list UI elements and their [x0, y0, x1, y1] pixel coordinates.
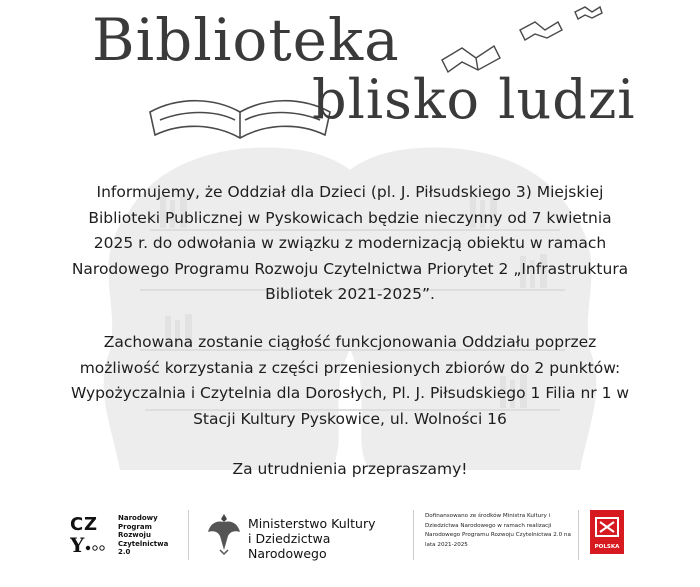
nprc-logo-icon	[70, 512, 112, 556]
svg-text:C: C	[70, 514, 84, 535]
notice-paragraph-1: Informujemy, że Oddział dla Dzieci (pl. J. Piłsudskiego 3) Miejskiej Biblioteki Publicznej w Pyskowicach będzie nieczynny od 7 kwietnia 2025 r. do odwołania w związku z modernizacją obiektu w ramach Narodowego Programu Rozwoju Czytelnictwa Priorytet 2 „Infrastruktura Bibliotek 2021-2025”.	[71, 183, 629, 303]
closing-text: Za utrudnienia przepraszamy!	[232, 460, 468, 478]
polska-logo-icon	[590, 510, 624, 554]
divider	[413, 510, 414, 560]
ministry-line-1: Ministerstwo Kultury	[248, 516, 376, 531]
divider	[188, 510, 189, 560]
title-line-2: blisko ludzi	[312, 68, 636, 131]
nprc-line-4: Czytelnictwa	[118, 539, 169, 548]
divider	[578, 510, 579, 560]
nprc-logo-text	[118, 514, 188, 557]
polish-eagle-icon	[206, 510, 242, 556]
svg-text:Y: Y	[70, 533, 85, 556]
notice-paragraph-2: Zachowana zostanie ciągłość funkcjonowania Oddziału poprzez możliwość korzystania z części przeniesionych zbiorów do 2 punktów: Wypożyczalnia i Czytelnia dla Dorosłych, Pl. J. Piłsudskiego 1 Filia nr 1 w Stacji Kultury Pyskowice, ul. Wolności 16	[70, 333, 630, 428]
ministry-text	[248, 516, 408, 561]
nprc-line-5: 2.0	[118, 548, 131, 557]
nprc-line-1: Narodowy	[118, 514, 158, 522]
flying-books-icon	[442, 7, 602, 72]
ministry-line-2: i Dziedzictwa Narodowego	[248, 531, 331, 561]
title-line-1: Biblioteka	[92, 6, 400, 74]
funding-note: Dofinansowano ze środków Ministra Kultury i Dziedzictwa Narodowego w ramach realizacji Narodowego Programu Rozwoju Czytelnictwa 2.0 na lata 2021-2025	[425, 513, 571, 548]
polska-logo-text: POLSKA	[594, 544, 620, 550]
nprc-line-2: Program	[118, 522, 152, 531]
svg-text:Z: Z	[84, 514, 98, 535]
open-book-icon	[150, 101, 330, 138]
nprc-line-3: Rozwoju	[118, 531, 151, 540]
